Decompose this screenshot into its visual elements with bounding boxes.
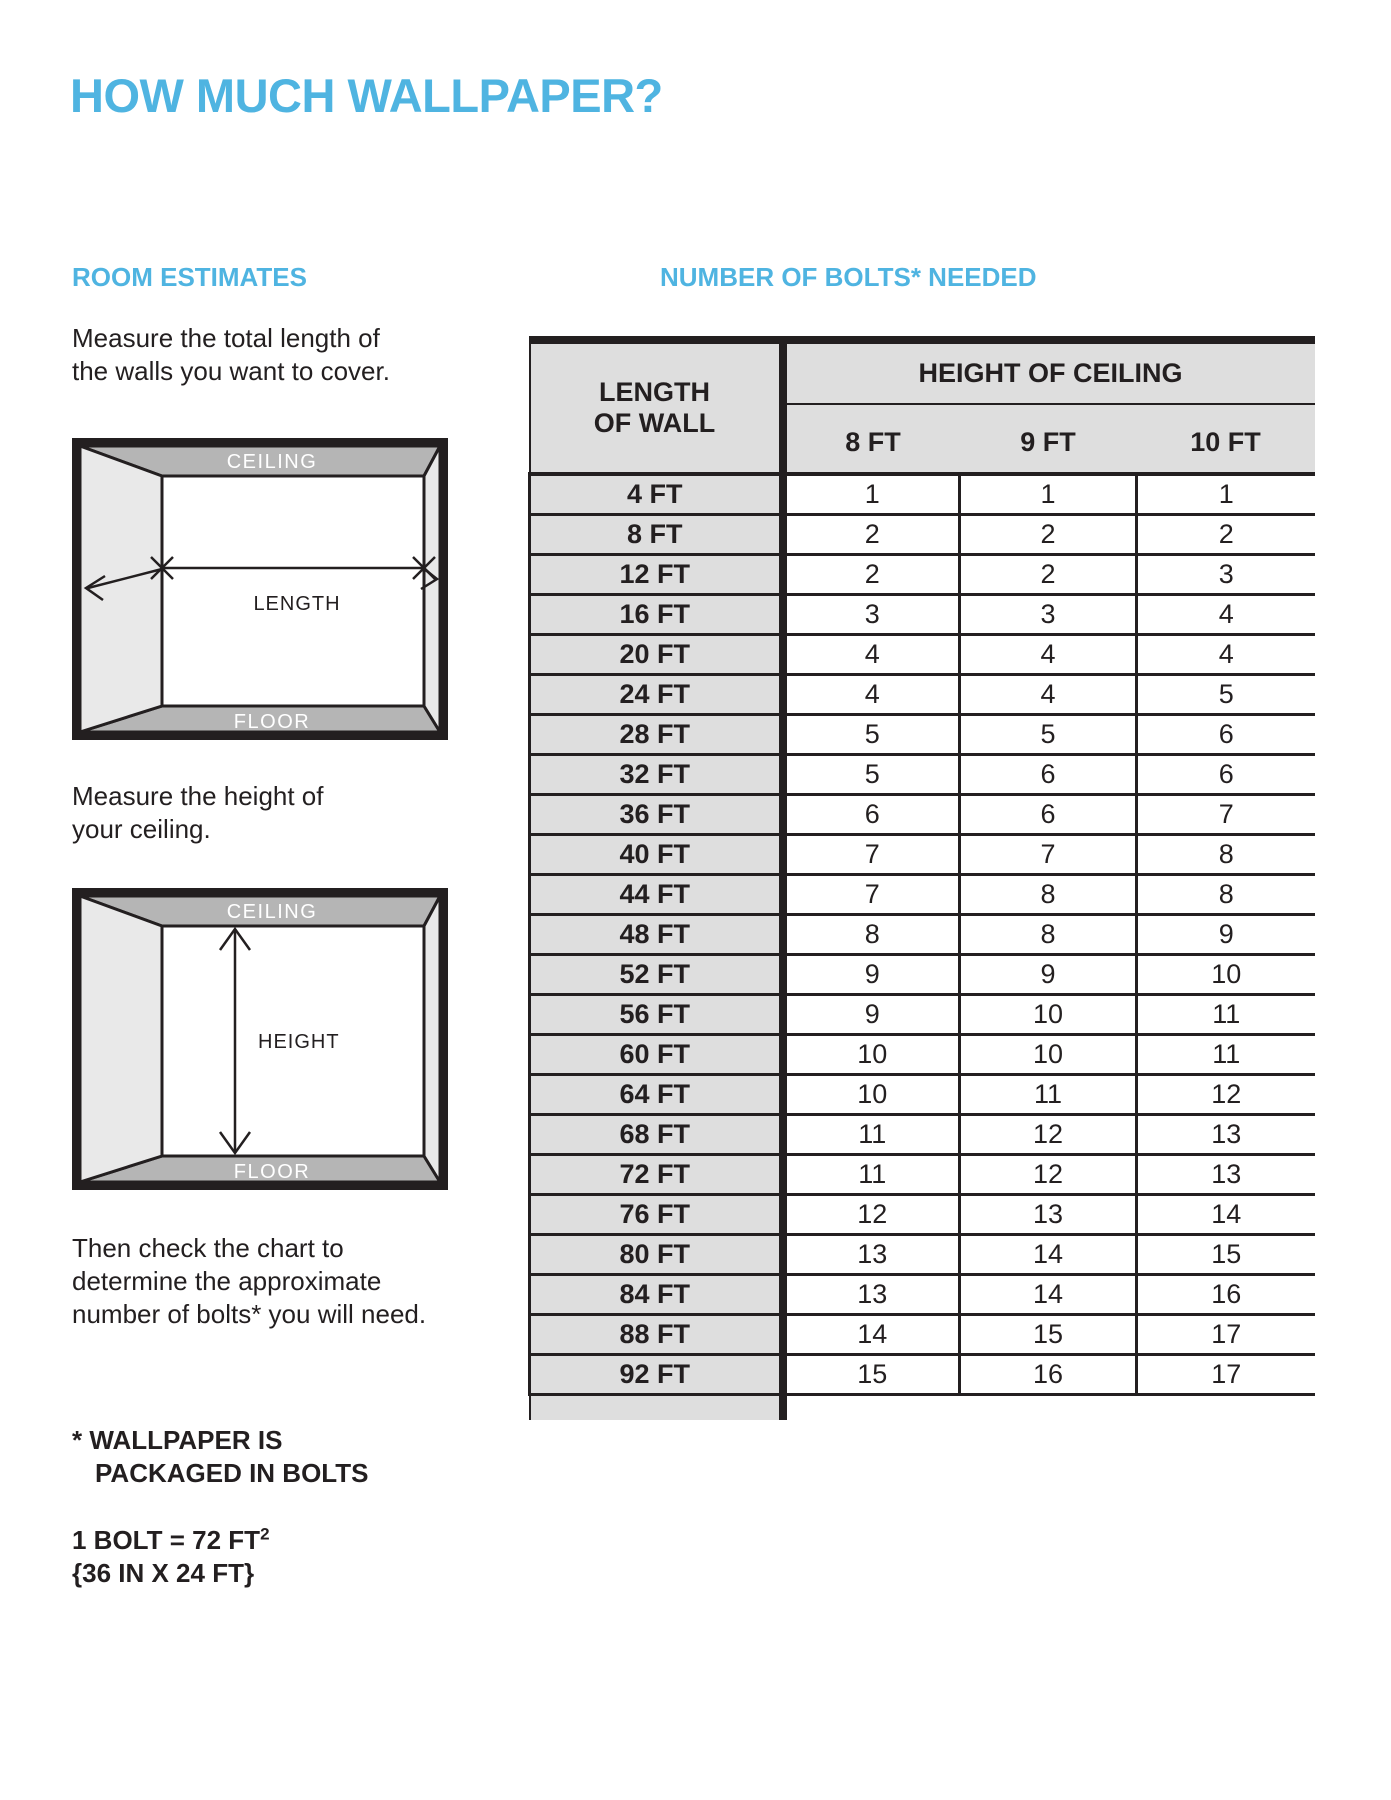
wall-length-cell: 44 FT — [530, 874, 783, 914]
bolt-count-cell: 10 — [960, 994, 1137, 1034]
table-row — [530, 834, 1315, 874]
table-row — [530, 914, 1315, 954]
wall-length-cell: 92 FT — [530, 1354, 783, 1394]
height-measure-label: HEIGHT — [258, 1031, 340, 1053]
bolt-count-cell: 13 — [960, 1194, 1137, 1234]
page-title: HOW MUCH WALLPAPER? — [70, 69, 663, 122]
table-row — [530, 1194, 1315, 1234]
bolt-count-cell: 16 — [960, 1354, 1137, 1394]
bolt-count-cell: 2 — [783, 514, 960, 554]
instruction-line: Measure the height of — [72, 781, 324, 811]
bolt-count-cell: 17 — [1137, 1314, 1315, 1354]
wall-length-cell: 24 FT — [530, 674, 783, 714]
bolt-exponent: 2 — [260, 1524, 270, 1544]
table-row — [530, 1354, 1315, 1394]
table-row — [530, 754, 1315, 794]
check-chart-instruction — [72, 1232, 426, 1331]
wall-length-cell: 60 FT — [530, 1034, 783, 1074]
bolt-count-cell: 11 — [1137, 994, 1315, 1034]
ceiling-label: CEILING — [226, 901, 318, 923]
bolt-count-cell: 3 — [960, 594, 1137, 634]
table-row — [530, 474, 1315, 514]
bolt-count-cell: 8 — [1137, 834, 1315, 874]
wall-length-cell: 72 FT — [530, 1154, 783, 1194]
wall-length-cell: 20 FT — [530, 634, 783, 674]
table-row — [530, 1114, 1315, 1154]
bolt-count-cell: 9 — [960, 954, 1137, 994]
length-of-wall-header — [530, 340, 783, 474]
bolt-count-cell: 11 — [960, 1074, 1137, 1114]
wall-length-cell: 4 FT — [530, 474, 783, 514]
bolt-count-cell: 16 — [1137, 1274, 1315, 1314]
bolt-size-info — [72, 1524, 270, 1590]
bolt-count-cell: 14 — [1137, 1194, 1315, 1234]
bolt-count-cell: 15 — [783, 1354, 960, 1394]
wall-length-cell: 68 FT — [530, 1114, 783, 1154]
length-measure-label: LENGTH — [253, 593, 341, 615]
column-header-8ft: 8 FT — [783, 404, 960, 474]
bolt-count-cell: 6 — [1137, 754, 1315, 794]
bolt-count-cell: 13 — [1137, 1114, 1315, 1154]
bolt-equation-text: 1 BOLT = 72 FT — [72, 1525, 261, 1555]
bolt-count-cell: 14 — [783, 1314, 960, 1354]
left-wall — [80, 896, 162, 1182]
group-header-row — [530, 340, 1315, 404]
wall-length-cell: 76 FT — [530, 1194, 783, 1234]
bolt-count-cell: 5 — [960, 714, 1137, 754]
table-footer-row — [530, 1394, 1315, 1420]
room-length-diagram-svg — [72, 438, 448, 740]
bolt-count-cell: 2 — [1137, 514, 1315, 554]
wall-length-cell: 56 FT — [530, 994, 783, 1034]
bolt-count-cell: 8 — [960, 874, 1137, 914]
wall-length-cell: 12 FT — [530, 554, 783, 594]
floor-label: FLOOR — [233, 1161, 311, 1183]
table-row — [530, 1034, 1315, 1074]
bolt-count-cell: 7 — [783, 834, 960, 874]
wall-length-cell: 40 FT — [530, 834, 783, 874]
bolt-count-cell: 7 — [960, 834, 1137, 874]
bolt-count-cell: 6 — [960, 754, 1137, 794]
right-wall — [424, 896, 440, 1182]
bolt-count-cell: 4 — [1137, 634, 1315, 674]
footnote-line: PACKAGED IN BOLTS — [95, 1458, 369, 1488]
bolt-count-cell: 10 — [960, 1034, 1137, 1074]
room-height-diagram-svg — [72, 888, 448, 1190]
bolt-table-header — [530, 340, 1315, 474]
ceiling-label: CEILING — [226, 451, 318, 473]
bolt-count-cell: 3 — [1137, 554, 1315, 594]
bolt-count-cell: 4 — [783, 634, 960, 674]
bolt-count-cell: 12 — [960, 1154, 1137, 1194]
bolt-count-cell: 12 — [960, 1114, 1137, 1154]
bolt-count-cell: 9 — [783, 994, 960, 1034]
bolt-count-cell: 12 — [783, 1194, 960, 1234]
instruction-line: Measure the total length of — [72, 323, 380, 353]
floor-label: FLOOR — [233, 711, 311, 733]
table-row — [530, 994, 1315, 1034]
bolt-count-cell: 15 — [1137, 1234, 1315, 1274]
bolt-count-cell: 5 — [783, 714, 960, 754]
table-row — [530, 634, 1315, 674]
wall-length-cell: 64 FT — [530, 1074, 783, 1114]
bolt-dimensions-line: {36 IN X 24 FT} — [72, 1558, 255, 1588]
wall-length-cell: 80 FT — [530, 1234, 783, 1274]
instruction-line: your ceiling. — [72, 814, 211, 844]
bolt-count-cell: 1 — [783, 474, 960, 514]
column-header-10ft: 10 FT — [1137, 404, 1315, 474]
right-wall — [424, 446, 440, 732]
wall-length-cell: 36 FT — [530, 794, 783, 834]
bolt-count-cell: 11 — [783, 1114, 960, 1154]
bolt-count-cell: 9 — [783, 954, 960, 994]
column-footer-stub — [530, 1394, 783, 1420]
wall-length-cell: 52 FT — [530, 954, 783, 994]
bolt-count-cell: 2 — [960, 514, 1137, 554]
bolt-table-footer — [530, 1394, 1315, 1420]
table-row — [530, 794, 1315, 834]
bolt-count-cell: 6 — [960, 794, 1137, 834]
table-row — [530, 874, 1315, 914]
measure-height-instruction — [72, 780, 324, 846]
bolt-count-cell: 10 — [783, 1074, 960, 1114]
footer-empty-area — [783, 1394, 1315, 1420]
instruction-line: the walls you want to cover. — [72, 356, 390, 386]
bolt-count-cell: 12 — [1137, 1074, 1315, 1114]
bolt-count-cell: 5 — [783, 754, 960, 794]
table-row — [530, 1074, 1315, 1114]
bolt-count-cell: 7 — [783, 874, 960, 914]
bolt-count-cell: 8 — [1137, 874, 1315, 914]
bolt-count-cell: 14 — [960, 1274, 1137, 1314]
bolt-equation-line — [72, 1524, 270, 1557]
bolt-table — [528, 336, 1315, 1420]
bolt-count-cell: 10 — [783, 1034, 960, 1074]
instruction-line: Then check the chart to — [72, 1233, 344, 1263]
bolt-count-cell: 15 — [960, 1314, 1137, 1354]
wall-length-cell: 48 FT — [530, 914, 783, 954]
back-wall — [162, 476, 424, 706]
measure-length-instruction — [72, 322, 390, 388]
wall-length-cell: 32 FT — [530, 754, 783, 794]
instruction-line: determine the approximate — [72, 1266, 382, 1296]
bolt-count-cell: 8 — [960, 914, 1137, 954]
bolt-table-body — [530, 474, 1315, 1394]
room-estimates-heading: ROOM ESTIMATES — [72, 262, 307, 292]
bolt-count-cell: 6 — [783, 794, 960, 834]
footnote-line: * WALLPAPER IS — [72, 1425, 283, 1455]
bolt-count-cell: 7 — [1137, 794, 1315, 834]
bolt-count-cell: 10 — [1137, 954, 1315, 994]
bolt-footnote — [72, 1424, 368, 1490]
bolt-count-cell: 6 — [1137, 714, 1315, 754]
length-of-wall-header-text: LENGTH OF WALL — [593, 377, 716, 438]
bolt-count-cell: 8 — [783, 914, 960, 954]
bolt-count-cell: 4 — [1137, 594, 1315, 634]
bolt-count-cell: 9 — [1137, 914, 1315, 954]
wall-length-cell: 84 FT — [530, 1274, 783, 1314]
left-wall — [80, 446, 162, 732]
bolt-count-cell: 13 — [783, 1274, 960, 1314]
bolts-needed-heading: NUMBER OF BOLTS* NEEDED — [660, 262, 1037, 292]
wall-length-cell: 16 FT — [530, 594, 783, 634]
table-row — [530, 1274, 1315, 1314]
bolt-count-cell: 13 — [1137, 1154, 1315, 1194]
instruction-line: number of bolts* you will need. — [72, 1299, 427, 1329]
bolt-count-cell: 4 — [960, 634, 1137, 674]
bolt-count-cell: 5 — [1137, 674, 1315, 714]
bolt-count-cell: 13 — [783, 1234, 960, 1274]
room-height-diagram — [72, 888, 448, 1190]
table-row — [530, 954, 1315, 994]
bolt-count-cell: 11 — [1137, 1034, 1315, 1074]
table-row — [530, 554, 1315, 594]
bolt-count-cell: 2 — [783, 554, 960, 594]
bolt-count-cell: 1 — [960, 474, 1137, 514]
room-length-diagram — [72, 438, 448, 740]
height-of-ceiling-header: HEIGHT OF CEILING — [783, 340, 1315, 404]
bolt-count-cell: 3 — [783, 594, 960, 634]
bolt-count-cell: 4 — [783, 674, 960, 714]
bolt-count-cell: 2 — [960, 554, 1137, 594]
bolt-count-cell: 4 — [960, 674, 1137, 714]
wall-length-cell: 8 FT — [530, 514, 783, 554]
table-row — [530, 674, 1315, 714]
table-row — [530, 1154, 1315, 1194]
wall-length-cell: 88 FT — [530, 1314, 783, 1354]
bolt-table-container — [528, 336, 1315, 1420]
column-header-9ft: 9 FT — [960, 404, 1137, 474]
table-row — [530, 594, 1315, 634]
bolt-count-cell: 17 — [1137, 1354, 1315, 1394]
table-row — [530, 714, 1315, 754]
bolt-count-cell: 1 — [1137, 474, 1315, 514]
table-row — [530, 1314, 1315, 1354]
wall-length-cell: 28 FT — [530, 714, 783, 754]
table-row — [530, 1234, 1315, 1274]
bolt-count-cell: 11 — [783, 1154, 960, 1194]
table-row — [530, 514, 1315, 554]
bolt-count-cell: 14 — [960, 1234, 1137, 1274]
